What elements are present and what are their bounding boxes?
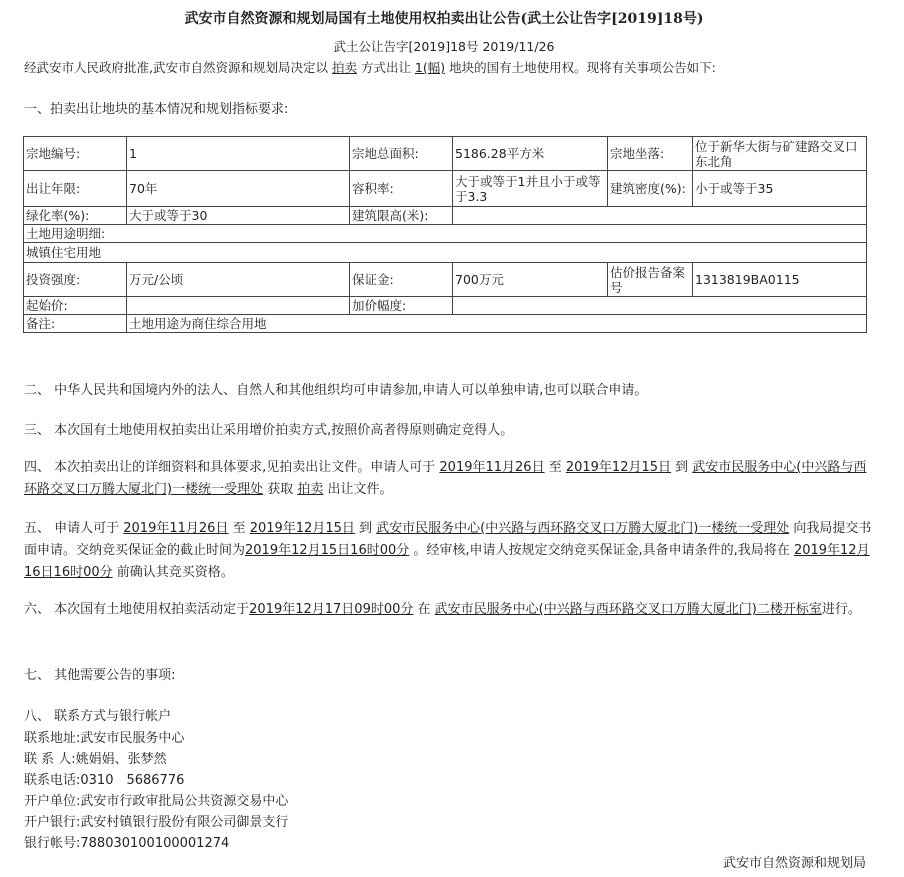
issuer-signature: 武安市自然资源和规划局	[722, 856, 866, 871]
total-area: 5186.28平方米	[453, 137, 608, 171]
use-detail: 城镇住宅用地	[24, 243, 867, 263]
section-4-text: 至	[544, 460, 566, 475]
remark-label: 备注:	[24, 315, 127, 333]
section-3: 三、 本次国有土地使用权拍卖出让采用增价拍卖方式,按照价高者得原则确定竞得人。	[24, 423, 514, 438]
section-5-text: 至	[228, 521, 250, 536]
term: 70年	[127, 171, 350, 207]
increment-label: 加价幅度:	[350, 297, 453, 315]
parcel-no: 1	[127, 137, 350, 171]
section-5-text: 五、 申请人可于	[24, 521, 124, 536]
intro-paragraph	[24, 58, 716, 76]
report: 1313819BA0115	[693, 263, 867, 297]
total-area-label: 宗地总面积:	[350, 137, 453, 171]
section-7: 七、 其他需要公告的事项:	[24, 668, 176, 683]
section-4-text: 出让文件。	[323, 482, 393, 497]
section-4-method: 拍卖	[297, 482, 324, 497]
section-6-text: 进行。	[821, 602, 861, 617]
section-6-text: 在	[413, 602, 435, 617]
intro-text: 方式出让	[356, 60, 415, 75]
section-4-text: 到	[671, 460, 693, 475]
section-5-text: 到	[354, 521, 377, 536]
section-4-start-date: 2019年11月26日	[439, 460, 545, 475]
account-holder: 开户单位:武安市行政审批局公共资源交易中心	[24, 794, 289, 809]
section-4-place: 武安市民服务中心(中兴路与西环路交叉口万腾大厦北门)一楼统一受理处	[24, 460, 867, 497]
section-6-place: 武安市民服务中心(中兴路与西环路交叉口万腾大厦北门)二楼开标室	[434, 602, 822, 617]
section-4-text: 获取	[263, 482, 298, 497]
deposit-label: 保证金:	[350, 263, 453, 297]
term-label: 出让年限:	[24, 171, 127, 207]
parcel-table	[23, 136, 867, 333]
use-detail-label: 土地用途明细:	[24, 225, 867, 243]
account-number: 银行帐号:788030100100001274	[24, 836, 230, 851]
investment-label: 投资强度:	[24, 263, 127, 297]
section-8-heading: 八、 联系方式与银行帐户	[24, 709, 172, 724]
page-title: 武安市自然资源和规划局国有土地使用权拍卖出让公告(武土公让告字[2019]18号)	[184, 11, 704, 27]
increment	[453, 297, 867, 315]
height-label: 建筑限高(米):	[350, 207, 453, 225]
section-1-heading: 一、拍卖出让地块的基本情况和规划指标要求:	[24, 102, 289, 117]
section-5-start-date: 2019年11月26日	[123, 521, 229, 536]
density-label: 建筑密度(%):	[608, 171, 693, 207]
section-5-place: 武安市民服务中心(中兴路与西环路交叉口万腾大厦北门)一楼统一受理处	[376, 521, 790, 536]
contact-person: 联 系 人:姚娟娟、张梦然	[24, 752, 167, 767]
bank-name: 开户银行:武安村镇银行股份有限公司御景支行	[24, 815, 289, 830]
section-6	[24, 599, 874, 621]
height	[453, 207, 867, 225]
contact-address: 联系地址:武安市民服务中心	[24, 731, 185, 746]
intro-method: 拍卖	[331, 60, 357, 75]
announcement-number-date: 武土公让告字[2019]18号 2019/11/26	[333, 39, 555, 54]
contact-phone: 联系电话:0310 5686776	[24, 773, 185, 788]
deposit: 700万元	[453, 263, 608, 297]
parcel-no-label: 宗地编号:	[24, 137, 127, 171]
remark: 土地用途为商住综合用地	[127, 315, 867, 333]
intro-text: 地块的国有土地使用权。现将有关事项公告如下:	[445, 60, 716, 75]
section-2: 二、 中华人民共和国境内外的法人、自然人和其他组织均可申请参加,申请人可以单独申请,也可以联合申请。	[24, 383, 648, 398]
location-label: 宗地坐落:	[608, 137, 693, 171]
far: 大于或等于1并且小于或等于3.3	[453, 171, 608, 207]
density: 小于或等于35	[693, 171, 867, 207]
section-4	[24, 457, 874, 501]
start-price	[127, 297, 350, 315]
section-5-text: 向我局提交书面申请。交纳竞买保证金的截止时间为	[24, 521, 872, 558]
start-price-label: 起始价:	[24, 297, 127, 315]
section-5-text: 前确认其竞买资格。	[112, 565, 234, 580]
section-5-end-date: 2019年12月15日	[249, 521, 355, 536]
green-label: 绿化率(%):	[24, 207, 127, 225]
green: 大于或等于30	[127, 207, 350, 225]
far-label: 容积率:	[350, 171, 453, 207]
section-4-text: 四、 本次拍卖出让的详细资料和具体要求,见拍卖出让文件。申请人可于	[24, 460, 440, 475]
report-label: 估价报告备案号	[608, 263, 693, 297]
section-5	[24, 518, 874, 584]
section-5-confirm-time: 2019年12月16日16时00分	[24, 543, 870, 580]
intro-text: 经武安市人民政府批准,武安市自然资源和规划局决定以	[24, 60, 332, 75]
intro-count: 1(幅)	[414, 60, 446, 75]
section-6-auction-time: 2019年12月17日09时00分	[249, 602, 414, 617]
investment: 万元/公顷	[127, 263, 350, 297]
location: 位于新华大街与矿建路交叉口东北角	[693, 137, 867, 171]
section-5-deposit-deadline: 2019年12月15日16时00分	[245, 543, 410, 558]
section-4-end-date: 2019年12月15日	[565, 460, 672, 475]
section-6-text: 六、 本次国有土地使用权拍卖活动定于	[24, 602, 250, 617]
section-5-text: 。经审核,申请人按规定交纳竞买保证金,具备申请条件的,我局将在	[409, 543, 794, 558]
